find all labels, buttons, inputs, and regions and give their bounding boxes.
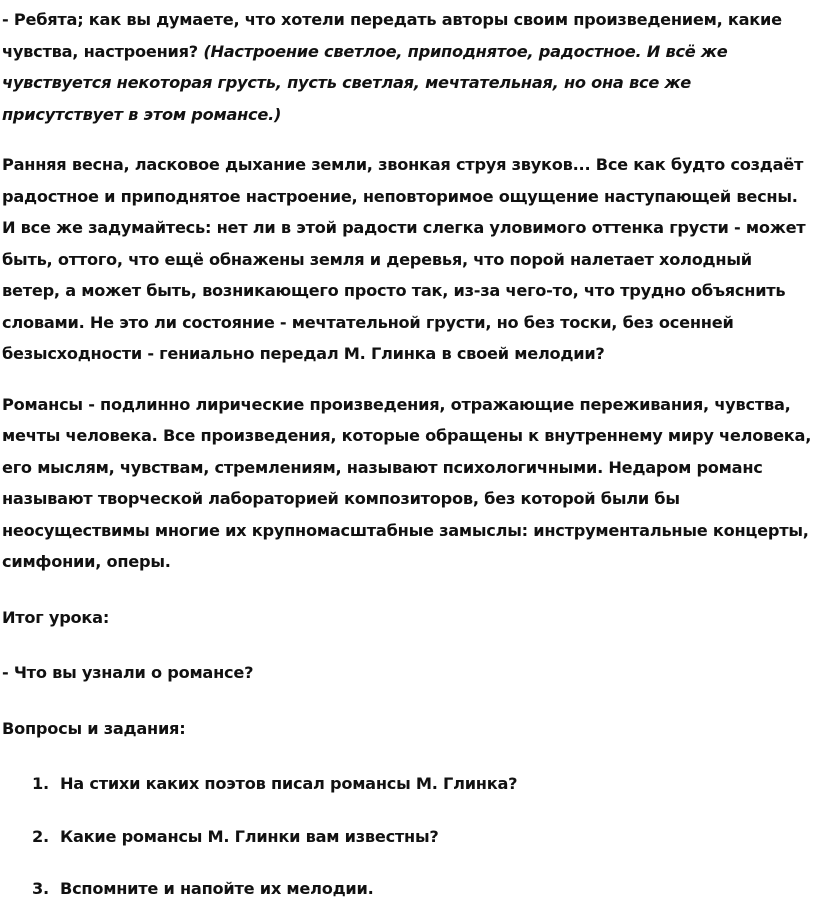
list-item-text: Какие романсы М. Глинки вам известны? bbox=[60, 826, 439, 846]
list-item-number: 3. bbox=[32, 879, 49, 898]
document-page bbox=[0, 4, 814, 905]
list-item bbox=[2, 821, 814, 853]
spring-paragraph: Ранняя весна, ласковое дыхание земли, звонкая струя звуков... Все как будто создаёт радостное и приподнятое настроение, неповторимое ощущение наступающей весны. И все же задумайтесь: нет ли в этой радости слегка уловимого оттенка грусти - может быть, оттого, что ещё обнажены земля и деревья, что порой налетает холодный ветер, а может быть, возникающего просто так, из-за чего-то, что трудно объяснить словами. Не это ли состояние - мечтательной грусти, но без тоски, без осенней безысходности - гениально передал М. Глинка в своей мелодии? bbox=[2, 155, 806, 363]
tasks-list bbox=[2, 768, 814, 905]
intro-answer-text: (Настроение светлое, приподнятое, радостное. И всё же чувствуется некоторая грусть, пусть светлая, мечтательная, но она все же присутствует в этом романсе.) bbox=[2, 41, 728, 124]
list-item-number: 2. bbox=[32, 826, 49, 846]
intro-question-text: - Ребята; как вы думаете, что хотели передать авторы своим произведением, какие чувства, настроения? bbox=[2, 10, 782, 61]
list-item bbox=[2, 873, 814, 905]
list-item-text: Вспомните и напойте их мелодии. bbox=[60, 879, 374, 898]
list-item-text: На стихи каких поэтов писал романсы М. Глинка? bbox=[60, 774, 518, 793]
romance-paragraph: Романсы - подлинно лирические произведения, отражающие переживания, чувства, мечты человека. Все произведения, которые обращены к внутреннему миру человека, его мыслям, чувствам, стремлениям, называют психологичными. Недаром романс называют творческой лабораторией композиторов, без которой были бы неосуществимы многие их крупномасштабные замыслы: инструментальные концерты, симфонии, оперы. bbox=[2, 394, 812, 571]
summary-question: - Что вы узнали о романсе? bbox=[2, 663, 254, 682]
list-item-number: 1. bbox=[32, 774, 49, 793]
list-item bbox=[2, 768, 814, 800]
summary-heading: Итог урока: bbox=[2, 607, 110, 627]
tasks-heading: Вопросы и задания: bbox=[2, 718, 186, 738]
intro-question-paragraph bbox=[2, 4, 814, 130]
